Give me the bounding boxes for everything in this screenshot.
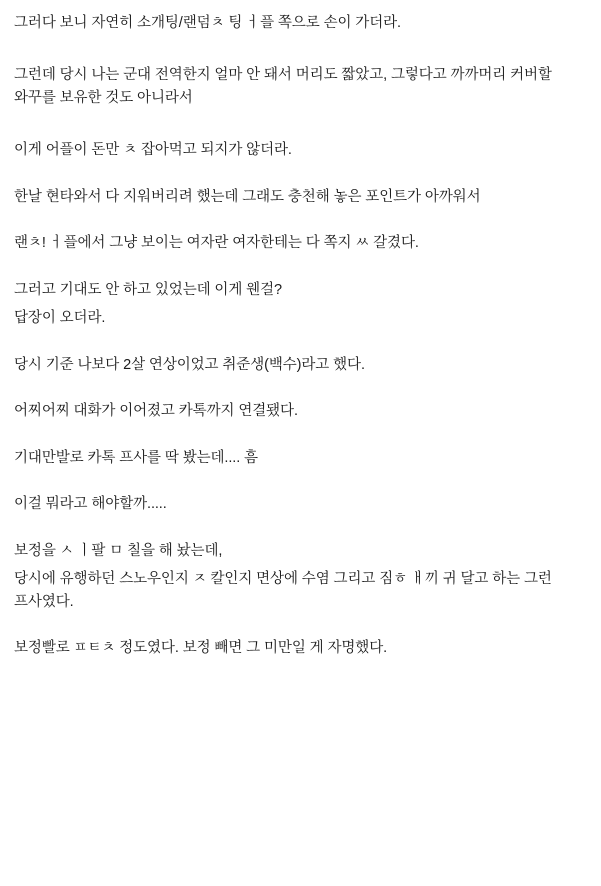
paragraph-8: 당시 기준 나보다 2살 연상이었고 취준생(백수)라고 했다. [14, 356, 365, 373]
paragraph-7: 답장이 오더라. [14, 310, 106, 327]
paragraph-block [14, 64, 587, 109]
spacer [14, 255, 587, 279]
paragraph-block [14, 400, 587, 422]
spacer [14, 330, 587, 354]
paragraph-6: 그러고 기대도 안 하고 있었는데 이게 웬걸? [14, 281, 282, 298]
paragraph-9: 어찌어찌 대화가 이어졌고 카톡까지 연결됐다. [14, 403, 298, 420]
paragraph-block [14, 447, 587, 469]
spacer [14, 109, 587, 139]
spacer [14, 516, 587, 540]
paragraph-block [14, 493, 587, 515]
paragraph-4: 한날 현타와서 다 지워버리려 했는데 그래도 충천해 놓은 포인트가 아까워서 [14, 188, 481, 205]
paragraph-13: 당시에 유행하던 스노우인지 ㅈ 칼인지 면상에 수염 그리고 짐ㅎ ㅐ끼 귀 달고 하는 그런 프사였다. [14, 571, 552, 610]
paragraph-block [14, 12, 587, 34]
spacer [14, 423, 587, 447]
paragraph-3: 이게 어플이 돈만 ㅊ 잡아먹고 되지가 않더라. [14, 142, 292, 159]
paragraph-11: 이걸 뭐라고 해야할까..... [14, 496, 167, 513]
paragraph-block [14, 279, 587, 330]
paragraph-block [14, 139, 587, 161]
paragraph-5: 랜ㅊ! ㅓ플에서 그냥 보이는 여자란 여자한테는 다 쪽지 ㅆ 갈겼다. [14, 235, 419, 252]
spacer [14, 34, 587, 64]
paragraph-block [14, 354, 587, 376]
paragraph-1: 그러다 보니 자연히 소개팅/랜덤ㅊ 팅 ㅓ플 쪽으로 손이 가더라. [14, 15, 401, 31]
spacer [14, 162, 587, 186]
paragraph-block [14, 186, 587, 208]
paragraph-14: 보정빨로 ㅍㅌㅊ 정도였다. 보정 빼면 그 미만일 게 자명했다. [14, 640, 388, 657]
spacer [14, 376, 587, 400]
spacer [14, 613, 587, 637]
paragraph-block [14, 637, 587, 659]
paragraph-block [14, 232, 587, 254]
paragraph-10: 기대만발로 카톡 프사를 딱 봤는데.... 흠 [14, 449, 258, 466]
paragraph-12: 보정을 ㅅ ㅣ팔 ㅁ 칠을 해 놨는데, [14, 542, 223, 559]
paragraph-block [14, 540, 587, 613]
spacer [14, 469, 587, 493]
spacer [14, 208, 587, 232]
paragraph-2: 그런데 당시 나는 군대 전역한지 얼마 안 돼서 머리도 짧았고, 그렇다고 까까머리 커버할 와꾸를 보유한 것도 아니라서 [14, 67, 552, 106]
